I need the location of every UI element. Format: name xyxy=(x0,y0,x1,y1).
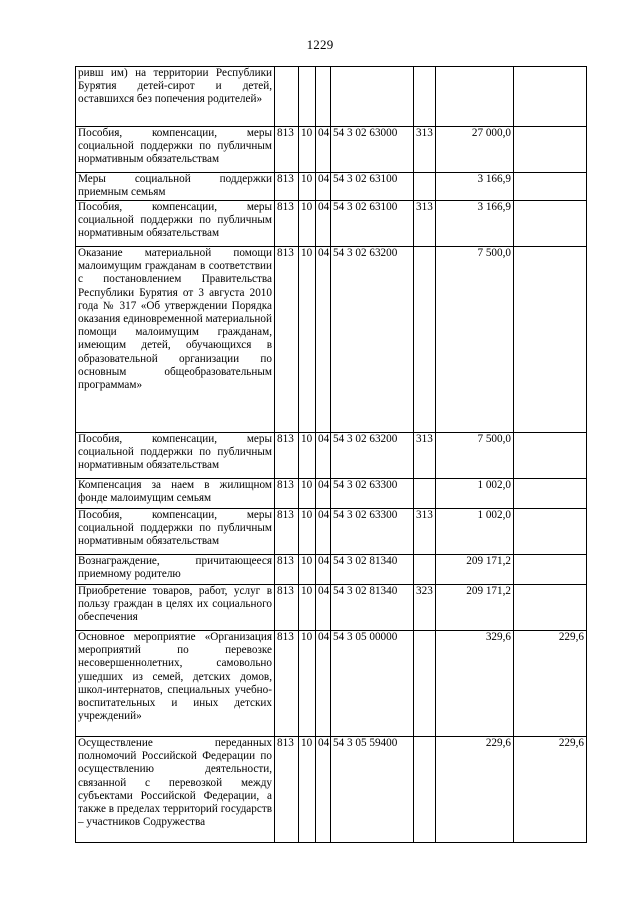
section-code: 10 xyxy=(299,173,316,201)
ministry-code: 813 xyxy=(275,127,299,173)
ministry-code: 813 xyxy=(275,509,299,555)
ministry-code: 813 xyxy=(275,737,299,843)
target-article: 54 3 02 63300 xyxy=(331,479,414,509)
amount-2017: 27 000,0 xyxy=(436,127,514,173)
table-row xyxy=(76,555,587,585)
subsection-code: 04 xyxy=(316,585,331,631)
amount-2018 xyxy=(514,247,587,433)
row-name: Приобретение товаров, работ, услуг в пользу граждан в целях их социального обеспечения xyxy=(76,585,275,631)
target-article: 54 3 02 81340 xyxy=(331,585,414,631)
subsection-code: 04 xyxy=(316,201,331,247)
row-name: Компенсация за наем в жилищном фонде малоимущим семьям xyxy=(76,479,275,509)
table-row xyxy=(76,479,587,509)
section-code: 10 xyxy=(299,433,316,479)
amount-2018 xyxy=(514,127,587,173)
expense-type xyxy=(414,737,436,843)
ministry-code: 813 xyxy=(275,631,299,737)
subsection-code: 04 xyxy=(316,555,331,585)
expense-type: 313 xyxy=(414,127,436,173)
amount-2017: 1 002,0 xyxy=(436,509,514,555)
amount-2017: 209 171,2 xyxy=(436,585,514,631)
table-row xyxy=(76,631,587,737)
row-name: Осуществление переданных полномочий Российской Федерации по осуществлению деятельности, связанной с перевозкой между субъектами Российской Федерации, а также в пределах территорий государств – участников Содружества xyxy=(76,737,275,843)
section-code: 10 xyxy=(299,631,316,737)
target-article: 54 3 02 63200 xyxy=(331,433,414,479)
section-code: 10 xyxy=(299,737,316,843)
row-name: Вознаграждение, причитающееся приемному родителю xyxy=(76,555,275,585)
amount-2017: 7 500,0 xyxy=(436,247,514,433)
section-code: 10 xyxy=(299,201,316,247)
subsection-code: 04 xyxy=(316,631,331,737)
table-row xyxy=(76,67,587,127)
page-number: 1229 xyxy=(306,37,334,52)
amount-2017: 229,6 xyxy=(436,737,514,843)
amount-2018 xyxy=(514,585,587,631)
section-code: 10 xyxy=(299,247,316,433)
ministry-code: 813 xyxy=(275,585,299,631)
subsection-code: 04 xyxy=(316,247,331,433)
section-code: 10 xyxy=(299,127,316,173)
amount-2017: 7 500,0 xyxy=(436,433,514,479)
expense-type: 313 xyxy=(414,201,436,247)
subsection-code: 04 xyxy=(316,433,331,479)
table-row xyxy=(76,201,587,247)
table-row xyxy=(76,585,587,631)
expense-type: 313 xyxy=(414,509,436,555)
amount-2017: 3 166,9 xyxy=(436,173,514,201)
section-code: 10 xyxy=(299,479,316,509)
ministry-code: 813 xyxy=(275,201,299,247)
expense-type xyxy=(414,631,436,737)
subsection-code xyxy=(316,67,331,127)
table-body xyxy=(76,67,587,843)
subsection-code: 04 xyxy=(316,737,331,843)
expense-type xyxy=(414,555,436,585)
amount-2018 xyxy=(514,433,587,479)
amount-2018 xyxy=(514,173,587,201)
ministry-code: 813 xyxy=(275,555,299,585)
amount-2017: 1 002,0 xyxy=(436,479,514,509)
target-article: 54 3 02 63300 xyxy=(331,509,414,555)
amount-2018 xyxy=(514,555,587,585)
section-code: 10 xyxy=(299,555,316,585)
amount-2018: 229,6 xyxy=(514,737,587,843)
target-article: 54 3 02 63200 xyxy=(331,247,414,433)
expense-type xyxy=(414,479,436,509)
target-article: 54 3 02 63100 xyxy=(331,201,414,247)
amount-2017: 3 166,9 xyxy=(436,201,514,247)
amount-2018 xyxy=(514,479,587,509)
amount-2018 xyxy=(514,67,587,127)
expense-type xyxy=(414,247,436,433)
section-code: 10 xyxy=(299,585,316,631)
amount-2018 xyxy=(514,201,587,247)
row-name: Пособия, компенсации, меры социальной поддержки по публичным нормативным обязательствам xyxy=(76,509,275,555)
budget-table xyxy=(75,66,587,843)
section-code xyxy=(299,67,316,127)
table-row xyxy=(76,247,587,433)
ministry-code: 813 xyxy=(275,247,299,433)
target-article: 54 3 05 00000 xyxy=(331,631,414,737)
subsection-code: 04 xyxy=(316,127,331,173)
ministry-code: 813 xyxy=(275,433,299,479)
target-article: 54 3 02 63000 xyxy=(331,127,414,173)
ministry-code: 813 xyxy=(275,173,299,201)
row-name: Основное мероприятие «Организация мероприятий по перевозке несовершеннолетних, самовольно ушедших из семей, детских домов, школ-интернатов, специальных учебно-воспитательных и иных детских учреждений» xyxy=(76,631,275,737)
target-article xyxy=(331,67,414,127)
target-article: 54 3 05 59400 xyxy=(331,737,414,843)
ministry-code: 813 xyxy=(275,479,299,509)
table-row xyxy=(76,509,587,555)
ministry-code xyxy=(275,67,299,127)
row-name: Пособия, компенсации, меры социальной поддержки по публичным нормативным обязательствам xyxy=(76,433,275,479)
expense-type xyxy=(414,173,436,201)
expense-type: 313 xyxy=(414,433,436,479)
amount-2017: 209 171,2 xyxy=(436,555,514,585)
row-name: Оказание материальной помощи малоимущим гражданам в соответствии с постановлением Правительства Республики Бурятия от 3 августа 2010 года № 317 «Об утверждении Порядка оказания единовременной материальной помощи малоимущим гражданам, имеющим детей, обучающихся в образовательной организации по основным общеобразовательным программам» xyxy=(76,247,275,433)
target-article: 54 3 02 81340 xyxy=(331,555,414,585)
table-row xyxy=(76,737,587,843)
amount-2017: 329,6 xyxy=(436,631,514,737)
expense-type xyxy=(414,67,436,127)
target-article: 54 3 02 63100 xyxy=(331,173,414,201)
row-name: Меры социальной поддержки приемным семьям xyxy=(76,173,275,201)
row-name: Пособия, компенсации, меры социальной поддержки по публичным нормативным обязательствам xyxy=(76,201,275,247)
section-code: 10 xyxy=(299,509,316,555)
subsection-code: 04 xyxy=(316,479,331,509)
amount-2017 xyxy=(436,67,514,127)
amount-2018 xyxy=(514,509,587,555)
table-row xyxy=(76,173,587,201)
row-name: Пособия, компенсации, меры социальной поддержки по публичным нормативным обязательствам xyxy=(76,127,275,173)
table-row xyxy=(76,127,587,173)
expense-type: 323 xyxy=(414,585,436,631)
row-name: ривш им) на территории Республики Бурятия детей-сирот и детей, оставшихся без попечения родителей» xyxy=(76,67,275,127)
table-row xyxy=(76,433,587,479)
subsection-code: 04 xyxy=(316,509,331,555)
subsection-code: 04 xyxy=(316,173,331,201)
amount-2018: 229,6 xyxy=(514,631,587,737)
